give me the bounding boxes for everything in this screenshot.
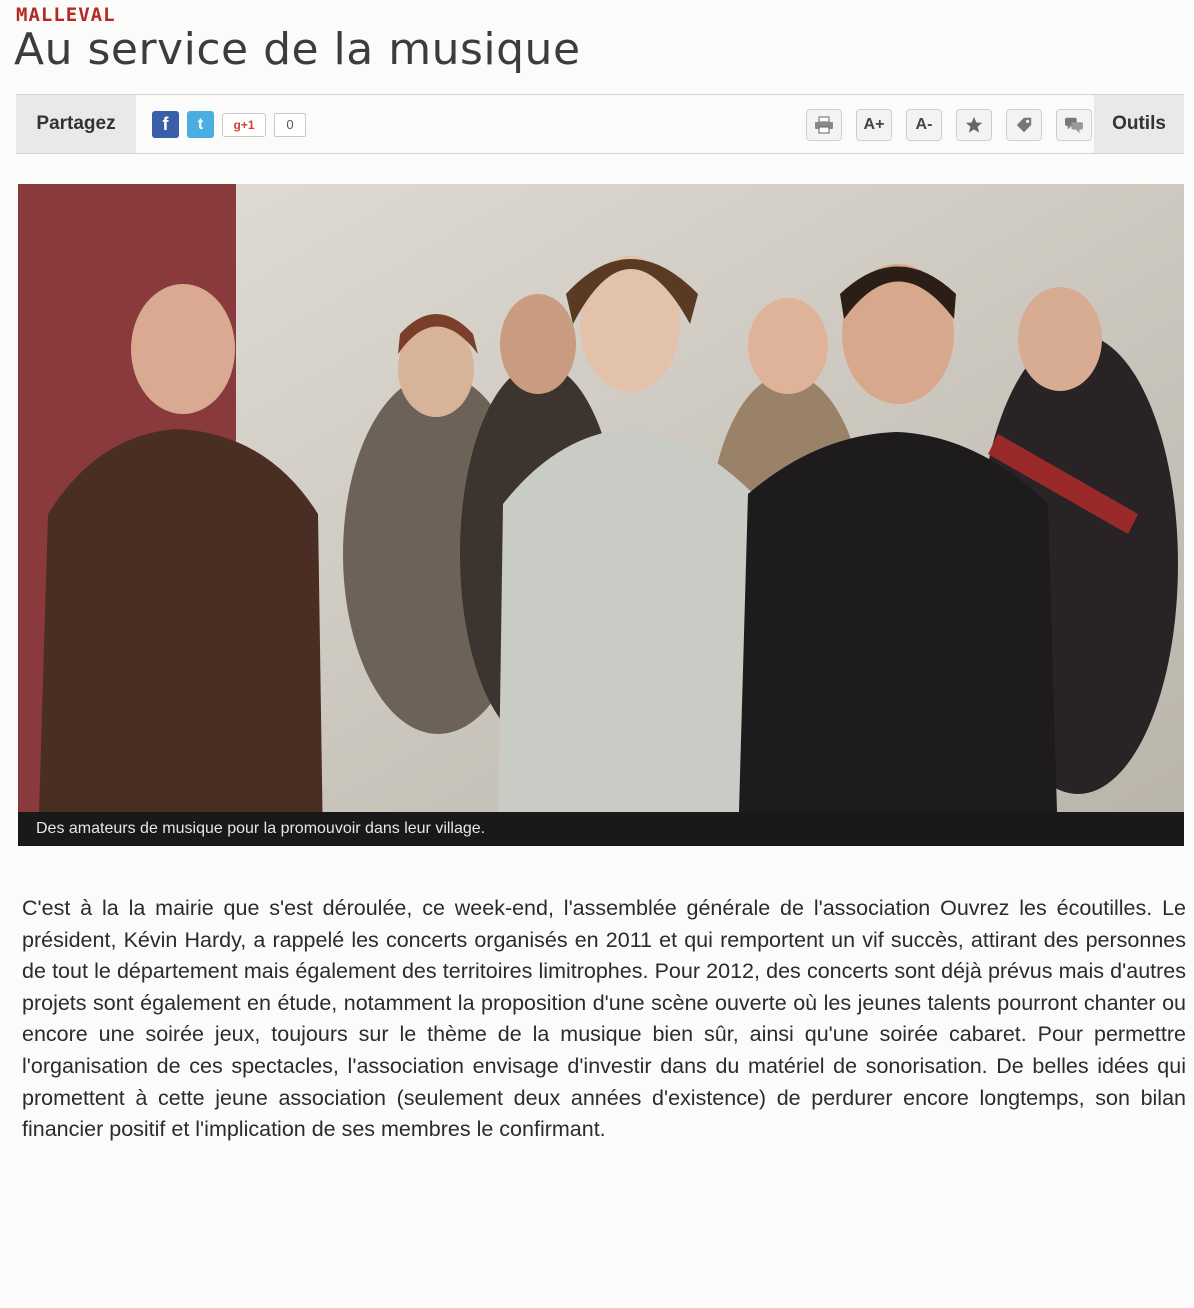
favorite-icon[interactable] <box>956 109 992 141</box>
comment-icon[interactable] <box>1056 109 1092 141</box>
article-title: Au service de la musique <box>14 24 581 75</box>
share-label: Partagez <box>16 95 136 153</box>
facebook-icon[interactable]: f <box>152 111 179 138</box>
print-icon[interactable] <box>806 109 842 141</box>
article-tools <box>806 109 1092 141</box>
share-toolbar <box>16 94 1184 154</box>
google-plus-button[interactable]: g+1 <box>222 113 266 137</box>
twitter-icon[interactable]: t <box>187 111 214 138</box>
section-kicker: MALLEVAL <box>16 4 116 26</box>
google-plus-count: 0 <box>274 113 306 137</box>
share-icons <box>152 111 306 138</box>
article-photo <box>18 184 1184 846</box>
font-larger-icon[interactable] <box>856 109 892 141</box>
group-photo-illustration <box>18 184 1184 846</box>
tag-icon[interactable] <box>1006 109 1042 141</box>
font-smaller-icon[interactable] <box>906 109 942 141</box>
font-smaller-label: A- <box>915 116 933 133</box>
article-body: C'est à la la mairie que s'est déroulée, ce week-end, l'assemblée générale de l'association Ouvrez les écoutilles. Le président, Kévin Hardy, a rappelé les concerts organisés en 2011 et qui remportent un vif succès, attirant des personnes de tout le département mais également des territoires limitrophes. Pour 2012, des concerts sont déjà prévus mais d'autres projets sont également en étude, notamment la proposition d'une scène ouverte où les jeunes talents pourront chanter ou encore une soirée jeux, toujours sur le thème de la musique bien sûr, ainsi qu'une soirée cabaret. Pour permettre l'organisation de ces spectacles, l'association envisage d'investir dans du matériel de sonorisation. De belles idées qui promettent à cette jeune association (seulement deux années d'existence) de perdurer encore longtemps, son bilan financier positif et l'implication de ses membres le confirmant. <box>22 896 1186 1142</box>
tools-button[interactable]: Outils <box>1094 95 1184 153</box>
font-larger-label: A+ <box>863 116 885 133</box>
photo-caption: Des amateurs de musique pour la promouvoir dans leur village. <box>18 812 1184 846</box>
